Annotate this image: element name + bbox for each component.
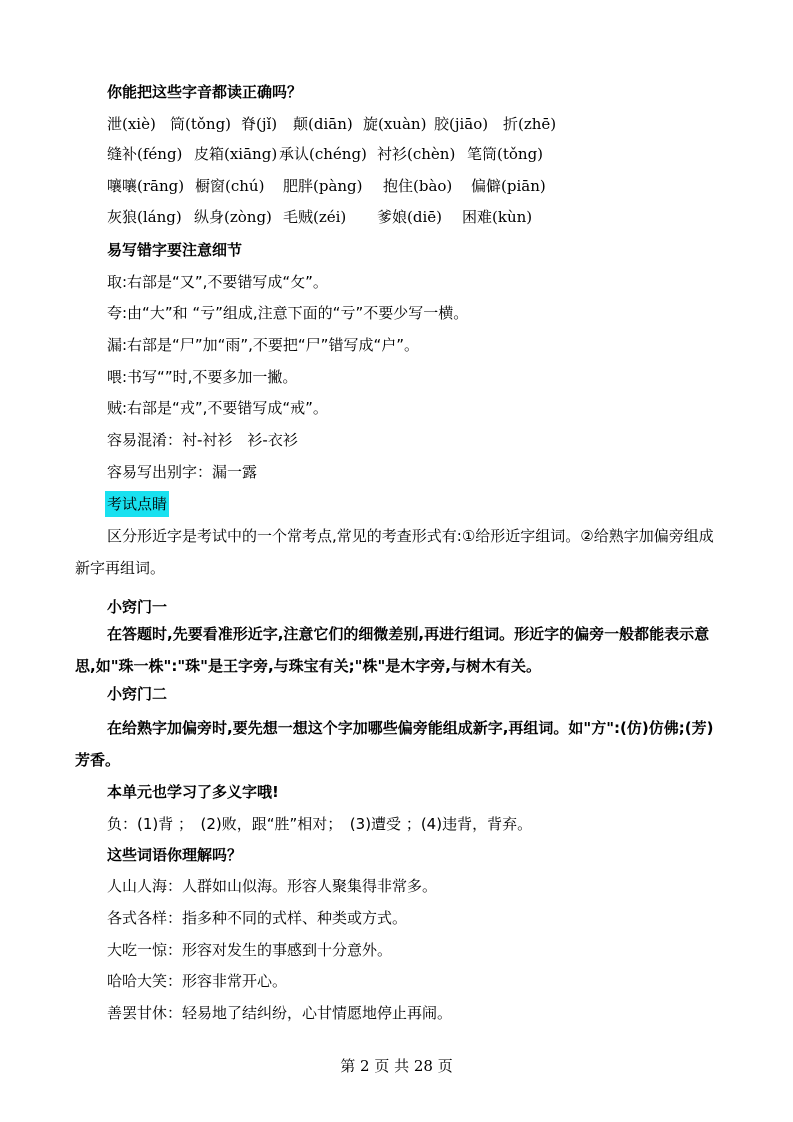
miswrite-line: 漏:右部是“尸”加“雨”,不要把“尸”错写成“户”。 [107, 336, 419, 354]
miswrite-line: 喂:书写“”时,不要多加一撇。 [107, 368, 298, 386]
vocab-heading: 这些词语你理解吗？ [107, 846, 243, 864]
wrong-character-line: 容易写出别字：漏一露 [107, 463, 258, 481]
pinyin-item: 肥胖(pàng) [283, 177, 363, 195]
pinyin-item: 灰狼(láng) [107, 208, 182, 226]
pinyin-row-3 [107, 176, 747, 196]
polysemy-line: 负：(1)背 ； (2)败，跟“胜”相对； (3)遭受 ；(4)违背，背弃。 [107, 815, 533, 833]
exam-paragraph: 区分形近字是考试中的一个常考点,常见的考查形式有:①给形近字组词。②给熟字加偏旁组成新字再组词。 [75, 527, 714, 577]
miswrite-line: 取:右部是“又”,不要错写成“攵”。 [107, 273, 328, 291]
heading-miswrite: 易写错字要注意细节 [107, 241, 243, 259]
pinyin-item: 折(zhē) [503, 115, 557, 133]
vocab-line: 各式各样：指多种不同的式样、种类或方式。 [107, 909, 408, 927]
vocab-line: 人山人海：人群如山似海。形容人聚集得非常多。 [107, 877, 438, 895]
pinyin-item: 偏僻(piān) [471, 177, 546, 195]
heading-pronunciation: 你能把这些字音都读正确吗？ [107, 83, 303, 101]
pinyin-item: 衬衫(chèn) [377, 145, 456, 163]
pinyin-item: 纵身(zòng) [194, 208, 272, 226]
pinyin-row-1 [107, 114, 747, 134]
page-footer: 第 2 页 共 28 页 [340, 1057, 453, 1075]
pinyin-item: 嚷嚷(rāng) [107, 177, 185, 195]
pinyin-item: 皮箱(xiāng) [194, 145, 278, 163]
exam-tag [105, 491, 169, 517]
pinyin-item: 脊(jǐ) [241, 115, 278, 133]
confusable-line: 容易混淆：衬-衬衫 衫-衣衫 [107, 431, 298, 449]
pinyin-item: 爹娘(diē) [377, 208, 442, 226]
pinyin-item: 橱窗(chú) [195, 177, 265, 195]
vocab-line: 哈哈大笑：形容非常开心。 [107, 972, 288, 990]
pinyin-item: 承认(chéng) [279, 145, 367, 163]
tip1-title: 小窍门一 [107, 598, 168, 616]
pinyin-item: 泄(xiè) [107, 115, 156, 133]
pinyin-item: 毛贼(zéi) [283, 208, 347, 226]
tip2-title: 小窍门二 [107, 685, 168, 703]
pinyin-item: 胶(jiāo) [434, 115, 489, 133]
exam-tag-label: 考试点睛 [105, 491, 169, 517]
miswrite-line: 夸:由“大”和 “亏”组成,注意下面的“亏”不要少写一横。 [107, 304, 469, 322]
pinyin-row-4 [107, 207, 747, 227]
pinyin-item: 困难(kùn) [462, 208, 533, 226]
polysemy-heading: 本单元也学习了多义字哦! [107, 783, 279, 801]
tip2-text: 在给熟字加偏旁时,要先想一想这个字加哪些偏旁能组成新字,再组词。如"方":(仿)仿佛;(芳)芳香。 [75, 719, 714, 769]
tip1-text: 在答题时,先要看准形近字,注意它们的细微差别,再进行组词。形近字的偏旁一般都能表示意思,如"珠一株":"珠"是王字旁,与珠宝有关;"株"是木字旁,与树木有关。 [75, 625, 710, 675]
pinyin-item: 旋(xuàn) [363, 115, 427, 133]
pinyin-item: 筒(tǒng) [170, 115, 232, 133]
pinyin-item: 缝补(féng) [107, 145, 183, 163]
pinyin-item: 笔筒(tǒng) [467, 145, 544, 163]
pinyin-item: 颠(diān) [293, 115, 353, 133]
pinyin-row-2 [107, 144, 747, 164]
vocab-line: 大吃一惊：形容对发生的事感到十分意外。 [107, 941, 393, 959]
pinyin-item: 抱住(bào) [383, 177, 453, 195]
vocab-line: 善罢甘休：轻易地了结纠纷，心甘情愿地停止再闹。 [107, 1004, 453, 1022]
miswrite-line: 贼:右部是“戎”,不要错写成“戒”。 [107, 399, 328, 417]
